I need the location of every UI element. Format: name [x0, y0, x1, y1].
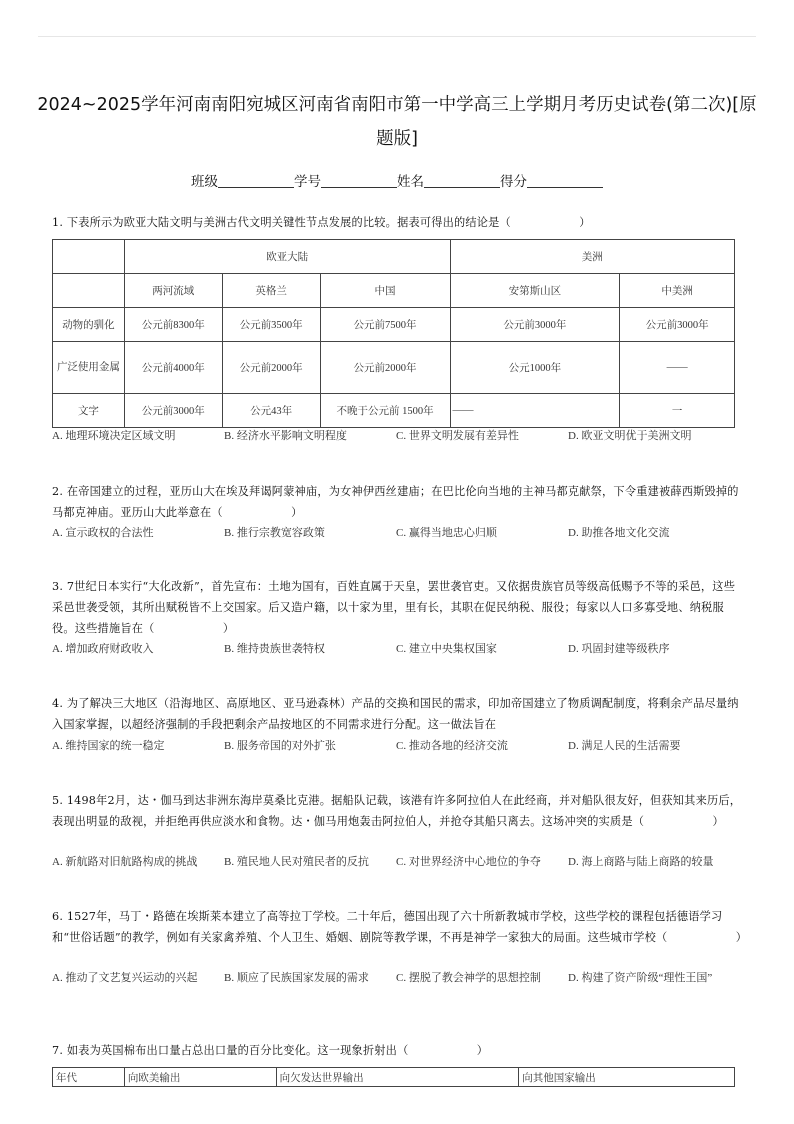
table-row — [53, 394, 735, 428]
question-4-stem: 4. 为了解决三大地区（沿海地区、高原地区、亚马逊森林）产品的交换和国民的需求，印加帝国建立了物质调配制度，将剩余产品尽量纳入国家掌握，以超经济强制的手段把剩余产品按地区的不同需求进行分配。这一做法旨在 — [52, 697, 739, 731]
table-header-row — [53, 1068, 735, 1087]
table-row — [53, 308, 735, 342]
table-cell: 公元前3000年 — [124, 394, 222, 428]
table-header: 向其他国家输出 — [519, 1068, 735, 1087]
name-blank[interactable] — [424, 173, 500, 188]
table-cell: 公元前3000年 — [620, 308, 735, 342]
sub-header: 英格兰 — [222, 274, 320, 308]
class-label: 班级 — [191, 174, 218, 190]
option-d[interactable]: D. 满足人民的生活需要 — [568, 740, 681, 752]
table-cell: 公元1000年 — [450, 342, 620, 394]
sub-header: 安第斯山区 — [450, 274, 620, 308]
option-c[interactable]: C. 建立中央集权国家 — [396, 643, 497, 655]
option-d[interactable]: D. 巩固封建等级秩序 — [568, 643, 670, 655]
table-corner-cell — [53, 274, 125, 308]
name-label: 姓名 — [397, 174, 424, 190]
option-a[interactable]: A. 增加政府财政收入 — [52, 643, 154, 655]
sub-header: 两河流域 — [124, 274, 222, 308]
table-cell: 公元前7500年 — [320, 308, 450, 342]
question-1-table — [52, 239, 735, 428]
option-c[interactable]: C. 赢得当地忠心归顺 — [396, 527, 497, 539]
table-cell: 公元前2000年 — [320, 342, 450, 394]
table-cell: 公元前3000年 — [450, 308, 620, 342]
table-cell: —— — [620, 342, 735, 394]
option-a[interactable]: A. 地理环境决定区域文明 — [52, 430, 176, 442]
table-corner-cell — [53, 240, 125, 274]
row-label: 文字 — [53, 394, 125, 428]
header-rule — [38, 36, 756, 37]
option-b[interactable]: B. 服务帝国的对外扩张 — [224, 740, 336, 752]
group-header-eurasia: 欧亚大陆 — [124, 240, 450, 274]
group-header-americas: 美洲 — [450, 240, 735, 274]
option-d[interactable]: D. 欧亚文明优于美洲文明 — [568, 430, 692, 442]
option-c[interactable]: C. 摆脱了教会神学的思想控制 — [396, 972, 541, 984]
table-header: 年代 — [53, 1068, 125, 1087]
question-2-stem: 2. 在帝国建立的过程，亚历山大在埃及拜谒阿蒙神庙，为女神伊西丝建庙；在巴比伦向当地的主神马都克献祭，下令重建被薛西斯毁掉的马都克神庙。亚历山大此举意在（ ） — [52, 485, 739, 519]
option-b[interactable]: B. 顺应了民族国家发展的需求 — [224, 972, 369, 984]
question-6-stem: 6. 1527年，马丁・路德在埃斯莱本建立了高等拉丁学校。二十年后，德国出现了六十所新教城市学校，这些学校的课程包括德语学习和“世俗话题”的教学，例如有关家禽养殖、个人卫生、婚姻、剧院等教学课，不再是神学一家独大的局面。这些城市学校（ ） — [52, 910, 748, 944]
option-d[interactable]: D. 构建了资产阶级“理性王国” — [568, 972, 713, 984]
table-cell: 公元前2000年 — [222, 342, 320, 394]
option-a[interactable]: A. 维持国家的统一稳定 — [52, 740, 165, 752]
table-row — [53, 342, 735, 394]
question-7-stem: 7. 如表为英国棉布出口量占总出口量的百分比变化。这一现象折射出（ ） — [52, 1044, 489, 1057]
option-b[interactable]: B. 推行宗教宽容政策 — [224, 527, 325, 539]
option-b[interactable]: B. 殖民地人民对殖民者的反抗 — [224, 856, 369, 868]
option-b[interactable]: B. 经济水平影响文明程度 — [224, 430, 347, 442]
table-cell: 公元前3500年 — [222, 308, 320, 342]
id-blank[interactable] — [321, 173, 397, 188]
option-c[interactable]: C. 世界文明发展有差异性 — [396, 430, 519, 442]
table-cell: 不晚于公元前 1500年 — [320, 394, 450, 428]
question-5-stem: 5. 1498年2月，达・伽马到达非洲东海岸莫桑比克港。据船队记载，该港有许多阿拉伯人在此经商，并对船队很友好，但获知其来历后，表现出明显的敌视，并拒绝再供应淡水和食物。达・伽马用炮轰击阿拉伯人，并抢夺其船只离去。这场冲突的实质是（ ） — [52, 794, 742, 828]
option-d[interactable]: D. 海上商路与陆上商路的较量 — [568, 856, 714, 868]
question-3-stem: 3. 7世纪日本实行“大化改新”，首先宣布：土地为国有，百姓直属于天皇，罢世袭官吏。又依据贵族官员等级高低赐予不等的采邑，这些采邑世袭受领，其所出赋税皆不上交国家。后又造户籍，以十家为里，里有长，其职在促民纳税、服役；每家以人口多寡受地、纳税服役。这些措施旨在（ ） — [52, 580, 736, 635]
option-c[interactable]: C. 对世界经济中心地位的争夺 — [396, 856, 541, 868]
option-d[interactable]: D. 助推各地文化交流 — [568, 527, 670, 539]
option-c[interactable]: C. 推动各地的经济交流 — [396, 740, 508, 752]
sub-header: 中国 — [320, 274, 450, 308]
table-cell: 公元前8300年 — [124, 308, 222, 342]
table-cell: —— — [450, 394, 620, 428]
question-1-stem: 1. 下表所示为欧亚大陆文明与美洲古代文明关键性节点发展的比较。据表可得出的结论是（ ） — [52, 216, 591, 229]
option-a[interactable]: A. 宣示政权的合法性 — [52, 527, 154, 539]
table-cell: 公元43年 — [222, 394, 320, 428]
score-blank[interactable] — [527, 173, 603, 188]
sub-header: 中美洲 — [620, 274, 735, 308]
row-label: 动物的驯化 — [53, 308, 125, 342]
class-blank[interactable] — [218, 173, 294, 188]
option-b[interactable]: B. 维持贵族世袭特权 — [224, 643, 325, 655]
page-title: 2024~2025学年河南南阳宛城区河南省南阳市第一中学高三上学期月考历史试卷(第二次)[原题版] — [37, 95, 757, 149]
table-header: 向欠发达世界输出 — [276, 1068, 519, 1087]
student-info-line — [0, 170, 794, 190]
option-a[interactable]: A. 新航路对旧航路构成的挑战 — [52, 856, 198, 868]
option-a[interactable]: A. 推动了文艺复兴运动的兴起 — [52, 972, 198, 984]
id-label: 学号 — [294, 174, 321, 190]
question-7-table — [52, 1067, 735, 1087]
table-cell: 公元前4000年 — [124, 342, 222, 394]
table-cell: 一 — [620, 394, 735, 428]
score-label: 得分 — [500, 174, 527, 190]
table-header: 向欧美输出 — [124, 1068, 276, 1087]
row-label: 广泛使用金属 — [53, 342, 125, 394]
